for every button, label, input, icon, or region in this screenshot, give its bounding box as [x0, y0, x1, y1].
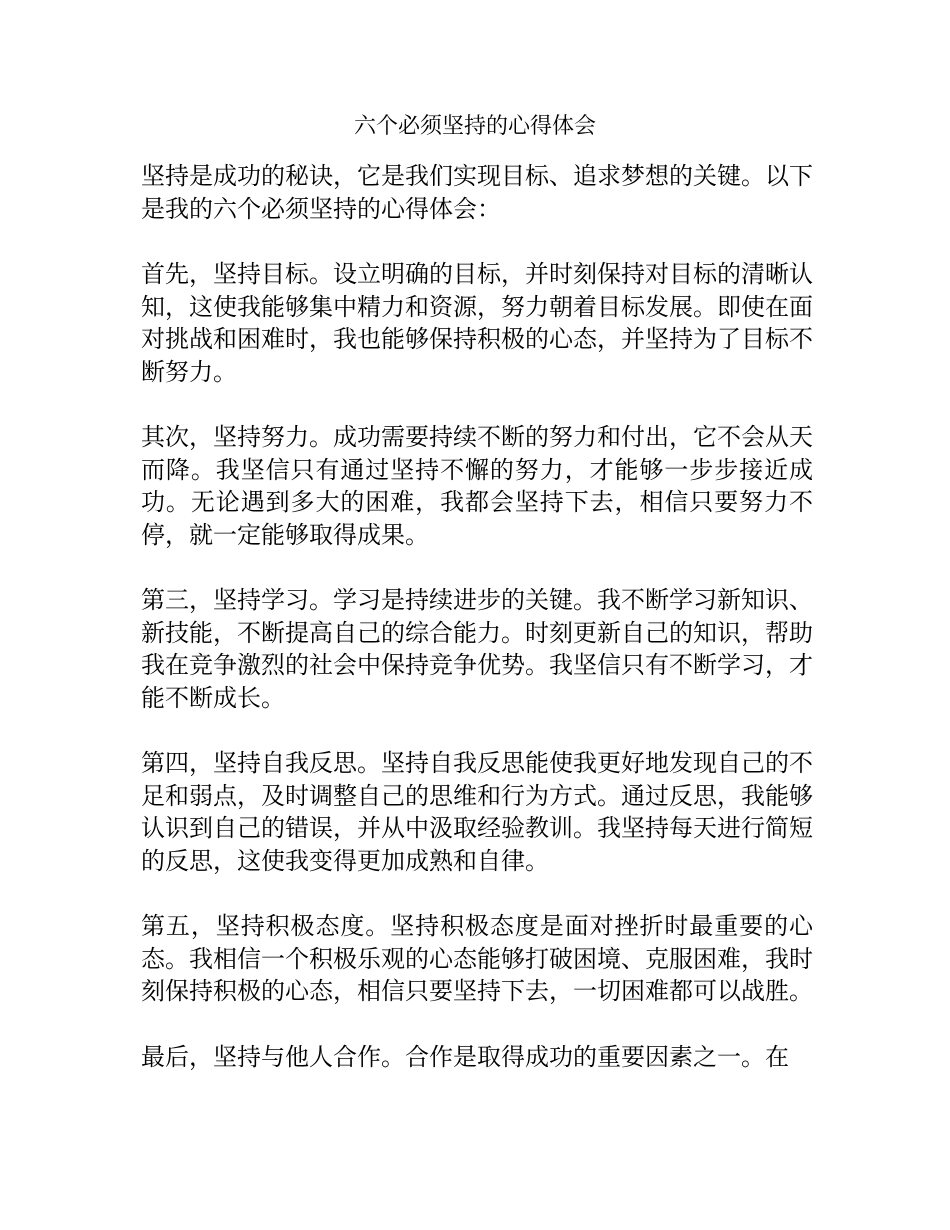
paragraph-first: 首先，坚持目标。设立明确的目标，并时刻保持对目标的清晰认知，这使我能够集中精力和资源，努力朝着目标发展。即使在面对挑战和困难时，我也能够保持积极的心态，并坚持为了目标不断努力。 [141, 260, 813, 386]
paragraph-fourth: 第四，坚持自我反思。坚持自我反思能使我更好地发现自己的不足和弱点，及时调整自己的思维和行为方式。通过反思，我能够认识到自己的错误，并从中汲取经验教训。我坚持每天进行简短的反思，这使我变得更加成熟和自律。 [141, 749, 813, 875]
document-title: 六个必须坚持的心得体会 [353, 114, 596, 139]
paragraph-fifth: 第五，坚持积极态度。坚持积极态度是面对挫折时最重要的心态。我相信一个积极乐观的心态能够打破困境、克服困难，我时刻保持积极的心态，相信只要坚持下去，一切困难都可以战胜。 [141, 912, 813, 1005]
paragraph-second: 其次，坚持努力。成功需要持续不断的努力和付出，它不会从天而降。我坚信只有通过坚持不懈的努力，才能够一步步接近成功。无论遇到多大的困难，我都会坚持下去，相信只要努力不停，就一定能够取得成果。 [141, 423, 813, 549]
paragraph-last: 最后，坚持与他人合作。合作是取得成功的重要因素之一。在 [141, 1042, 789, 1071]
document-body [141, 160, 813, 1106]
paragraph-third: 第三，坚持学习。学习是持续进步的关键。我不断学习新知识、新技能，不断提高自己的综合能力。时刻更新自己的知识，帮助我在竞争激烈的社会中保持竞争优势。我坚信只有不断学习，才能不断成长。 [141, 586, 813, 712]
paragraph-intro: 坚持是成功的秘诀，它是我们实现目标、追求梦想的关键。以下是我的六个必须坚持的心得体会： [141, 162, 813, 223]
